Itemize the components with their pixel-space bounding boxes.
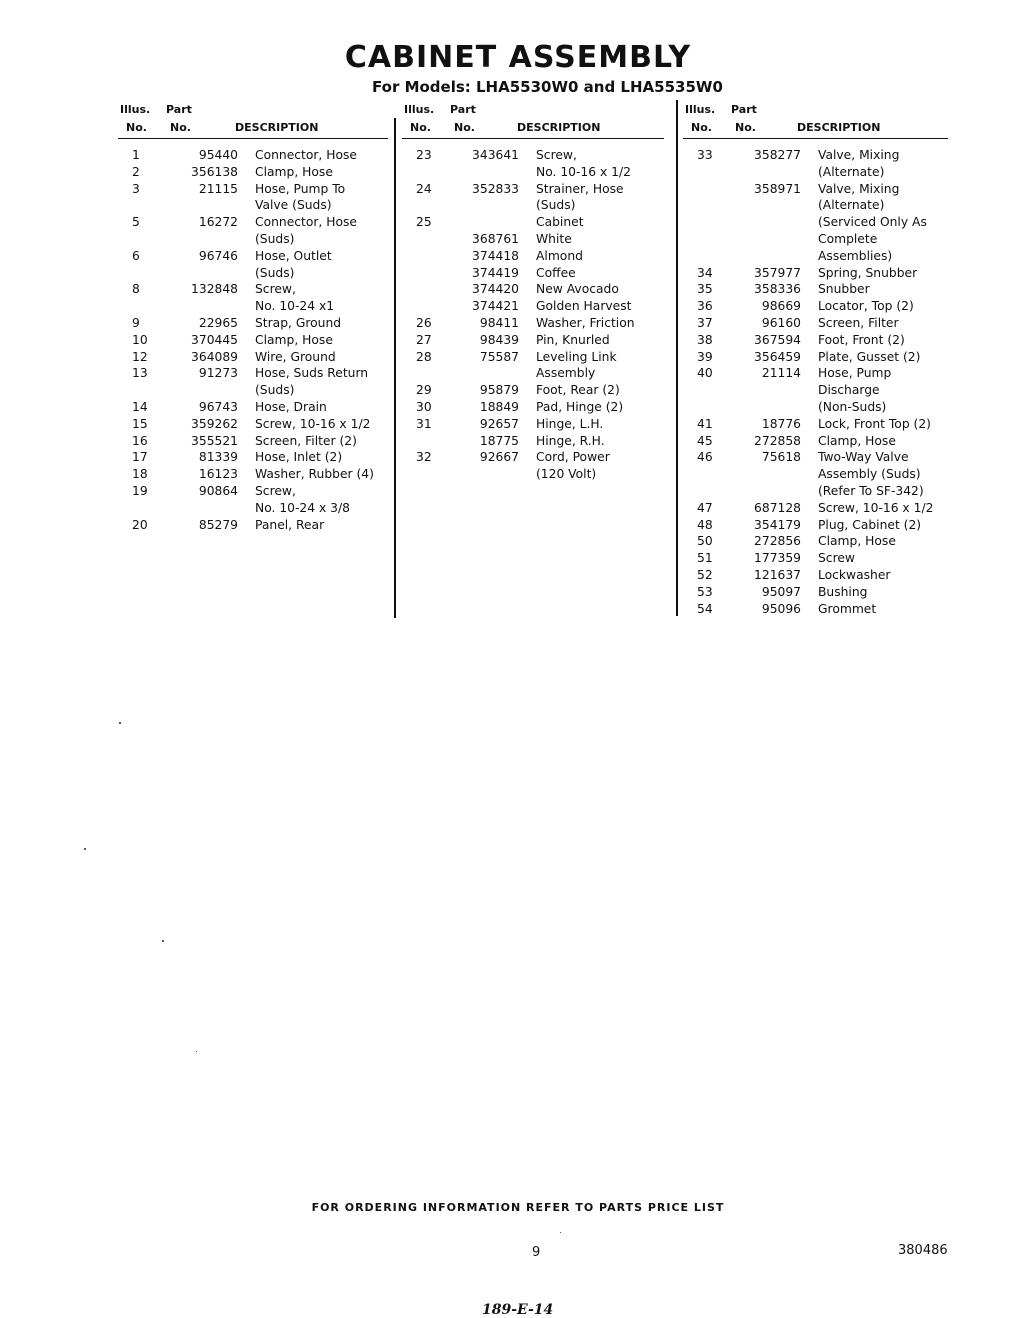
parts-row — [683, 550, 948, 567]
parts-row — [683, 197, 948, 214]
illus-number: 27 — [416, 332, 432, 347]
header-part: Part — [450, 103, 476, 116]
parts-list — [683, 147, 948, 617]
part-description: Coffee — [536, 265, 576, 280]
part-number: 18776 — [761, 416, 801, 431]
part-description: Valve, Mixing — [818, 148, 900, 162]
part-number: 358277 — [754, 148, 801, 162]
parts-row — [683, 265, 948, 282]
part-description: Screw, — [536, 148, 577, 162]
illus-number: 1 — [132, 148, 140, 162]
part-number: 357977 — [754, 265, 801, 280]
part-description: Golden Harvest — [536, 299, 632, 314]
part-description: Snubber — [818, 282, 870, 297]
parts-row — [118, 500, 388, 517]
column-header — [402, 100, 664, 139]
parts-row — [402, 416, 664, 433]
parts-row — [402, 214, 664, 231]
illus-number: 33 — [697, 148, 713, 162]
part-description: (Suds) — [255, 383, 295, 398]
illus-number: 52 — [697, 567, 713, 582]
part-number: 98411 — [479, 315, 519, 330]
parts-row — [683, 382, 948, 399]
parts-row — [118, 483, 388, 500]
parts-row — [118, 147, 388, 164]
parts-row — [118, 248, 388, 265]
part-number: 370445 — [191, 332, 238, 347]
part-description: Hose, Pump — [818, 366, 892, 381]
part-number: 374418 — [472, 248, 519, 263]
illus-number: 45 — [697, 433, 713, 448]
part-number: 18849 — [479, 399, 519, 414]
illus-number: 6 — [132, 248, 140, 263]
part-description: Discharge — [818, 383, 880, 398]
part-description: (Non-Suds) — [818, 399, 887, 414]
parts-row — [683, 164, 948, 181]
part-description: Two-Way Valve — [818, 450, 909, 465]
parts-row — [402, 164, 664, 181]
parts-row — [683, 466, 948, 483]
header-illus: Illus. — [120, 103, 151, 116]
parts-row — [402, 449, 664, 466]
part-description: Connector, Hose — [255, 215, 357, 230]
illus-number: 8 — [132, 282, 140, 297]
parts-row — [402, 298, 664, 315]
scan-speck — [119, 722, 121, 724]
scan-speck — [84, 848, 86, 850]
parts-row — [683, 533, 948, 550]
parts-row — [402, 382, 664, 399]
part-description: Assembly (Suds) — [818, 467, 921, 482]
illus-number: 36 — [697, 299, 713, 314]
parts-row — [683, 517, 948, 534]
illus-number: 28 — [416, 349, 432, 364]
header-part-no: No. — [454, 121, 475, 134]
illus-number: 23 — [416, 148, 432, 162]
part-number: 368761 — [472, 231, 519, 246]
illus-number: 50 — [697, 534, 713, 549]
part-description: Clamp, Hose — [255, 332, 333, 347]
parts-row — [118, 349, 388, 366]
part-number: 22965 — [198, 315, 238, 330]
illus-number: 20 — [132, 517, 148, 532]
parts-column-1 — [118, 100, 388, 533]
parts-row — [683, 315, 948, 332]
part-number: 355521 — [191, 433, 238, 448]
parts-row — [118, 298, 388, 315]
part-description: Screw, — [255, 282, 296, 297]
illus-number: 31 — [416, 416, 432, 431]
illus-number: 29 — [416, 383, 432, 398]
part-description: Pad, Hinge (2) — [536, 399, 624, 414]
scan-speck — [162, 940, 164, 942]
part-number: 359262 — [191, 416, 238, 431]
parts-row — [402, 315, 664, 332]
illus-number: 54 — [697, 601, 713, 616]
illus-number: 24 — [416, 181, 432, 196]
illus-number: 53 — [697, 584, 713, 599]
part-description: Screen, Filter (2) — [255, 433, 357, 448]
part-description: Cord, Power — [536, 450, 610, 465]
part-description: White — [536, 231, 572, 246]
scan-speck — [560, 1232, 561, 1233]
part-number: 98439 — [479, 332, 519, 347]
part-number: 92657 — [479, 416, 519, 431]
parts-row — [118, 466, 388, 483]
part-number: 272856 — [754, 534, 801, 549]
document-number: 380486 — [898, 1243, 948, 1258]
parts-row — [683, 449, 948, 466]
parts-row — [683, 567, 948, 584]
column-divider — [676, 100, 678, 616]
header-illus: Illus. — [685, 103, 716, 116]
illus-number: 34 — [697, 265, 713, 280]
parts-row — [683, 332, 948, 349]
illus-number: 12 — [132, 349, 148, 364]
illus-number: 48 — [697, 517, 713, 532]
part-number: 352833 — [472, 181, 519, 196]
part-number: 75587 — [479, 349, 519, 364]
part-description: Hose, Inlet (2) — [255, 450, 343, 465]
part-number: 374420 — [472, 282, 519, 297]
part-number: 75618 — [761, 450, 801, 465]
part-number: 81339 — [198, 450, 238, 465]
part-description: Screw, 10-16 x 1/2 — [255, 416, 371, 431]
illus-number: 19 — [132, 483, 148, 498]
illus-number: 13 — [132, 366, 148, 381]
illus-number: 37 — [697, 315, 713, 330]
parts-row — [402, 248, 664, 265]
parts-row — [402, 231, 664, 248]
part-description: Wire, Ground — [255, 349, 336, 364]
parts-row — [402, 466, 664, 483]
column-divider — [394, 118, 396, 618]
part-description: Panel, Rear — [255, 517, 325, 532]
part-description: No. 10-24 x 3/8 — [255, 500, 350, 515]
part-description: Clamp, Hose — [818, 433, 896, 448]
parts-column-3 — [683, 100, 948, 617]
part-description: Hinge, R.H. — [536, 433, 605, 448]
part-description: Leveling Link — [536, 349, 617, 364]
part-number: 16272 — [198, 215, 238, 230]
part-description: Almond — [536, 248, 583, 263]
illus-number: 26 — [416, 315, 432, 330]
header-part-no: No. — [170, 121, 191, 134]
part-description: Screw, — [255, 483, 296, 498]
illus-number: 15 — [132, 416, 148, 431]
part-number: 96743 — [198, 399, 238, 414]
parts-row — [683, 349, 948, 366]
part-description: (Suds) — [255, 265, 295, 280]
parts-row — [402, 181, 664, 198]
illus-number: 25 — [416, 215, 432, 230]
part-description: Hinge, L.H. — [536, 416, 604, 431]
parts-row — [683, 399, 948, 416]
parts-row — [683, 147, 948, 164]
header-illus: Illus. — [404, 103, 435, 116]
part-description: Clamp, Hose — [818, 534, 896, 549]
parts-list — [118, 147, 388, 533]
part-description: (120 Volt) — [536, 467, 597, 482]
illus-number: 10 — [132, 332, 148, 347]
parts-row — [402, 365, 664, 382]
parts-row — [683, 601, 948, 618]
parts-row — [118, 231, 388, 248]
parts-row — [118, 164, 388, 181]
part-number: 356459 — [754, 349, 801, 364]
illus-number: 46 — [697, 450, 713, 465]
parts-row — [683, 281, 948, 298]
scan-speck — [196, 1051, 197, 1052]
parts-row — [118, 517, 388, 534]
illus-number: 9 — [132, 315, 140, 330]
illus-number: 17 — [132, 450, 148, 465]
parts-list — [402, 147, 664, 483]
column-header — [118, 100, 388, 139]
page-number: 9 — [532, 1245, 541, 1260]
part-description: No. 10-16 x 1/2 — [536, 164, 631, 179]
part-description: (Suds) — [255, 231, 295, 246]
header-part: Part — [166, 103, 192, 116]
parts-row — [683, 248, 948, 265]
part-description: Plate, Gusset (2) — [818, 349, 921, 364]
part-description: Valve, Mixing — [818, 181, 900, 196]
part-number: 95097 — [761, 584, 801, 599]
parts-row — [683, 483, 948, 500]
part-description: New Avocado — [536, 282, 619, 297]
part-number: 121637 — [754, 567, 801, 582]
part-number: 358971 — [754, 181, 801, 196]
part-description: (Refer To SF-342) — [818, 483, 924, 498]
column-header — [683, 100, 948, 139]
part-number: 92667 — [479, 450, 519, 465]
header-part-no: No. — [735, 121, 756, 134]
parts-row — [118, 181, 388, 198]
illus-number: 40 — [697, 366, 713, 381]
parts-row — [118, 416, 388, 433]
parts-row — [118, 197, 388, 214]
parts-row — [118, 214, 388, 231]
part-description: Bushing — [818, 584, 868, 599]
header-description: DESCRIPTION — [235, 121, 319, 134]
part-number: 132848 — [191, 282, 238, 297]
part-number: 364089 — [191, 349, 238, 364]
part-number: 96746 — [198, 248, 238, 263]
header-illus-no: No. — [410, 121, 431, 134]
illus-number: 3 — [132, 181, 140, 196]
part-number: 95096 — [761, 601, 801, 616]
part-description: Connector, Hose — [255, 148, 357, 162]
part-description: Hose, Suds Return — [255, 366, 369, 381]
parts-row — [118, 332, 388, 349]
part-description: Complete — [818, 231, 878, 246]
part-number: 16123 — [198, 467, 238, 482]
part-number: 367594 — [754, 332, 801, 347]
parts-row — [683, 214, 948, 231]
part-number: 343641 — [472, 148, 519, 162]
part-description: Screw — [818, 551, 855, 566]
parts-row — [402, 265, 664, 282]
illus-number: 30 — [416, 399, 432, 414]
parts-row — [402, 197, 664, 214]
part-number: 21115 — [198, 181, 238, 196]
part-description: No. 10-24 x1 — [255, 299, 335, 314]
part-number: 354179 — [754, 517, 801, 532]
handwritten-note: 189-E-14 — [482, 1302, 554, 1318]
part-number: 90864 — [198, 483, 238, 498]
header-illus-no: No. — [126, 121, 147, 134]
part-description: Grommet — [818, 601, 877, 616]
part-description: Hose, Pump To — [255, 181, 346, 196]
illus-number: 39 — [697, 349, 713, 364]
parts-row — [118, 399, 388, 416]
models-subtitle: For Models: LHA5530W0 and LHA5535W0 — [372, 78, 723, 96]
part-description: (Serviced Only As — [818, 215, 927, 230]
part-description: (Alternate) — [818, 164, 885, 179]
parts-row — [683, 584, 948, 601]
parts-row — [683, 433, 948, 450]
part-description: Foot, Rear (2) — [536, 383, 620, 398]
parts-row — [402, 332, 664, 349]
part-description: Washer, Friction — [536, 315, 635, 330]
part-description: Screw, 10-16 x 1/2 — [818, 500, 934, 515]
part-description: Strap, Ground — [255, 315, 342, 330]
parts-row — [118, 433, 388, 450]
parts-row — [683, 365, 948, 382]
illus-number: 47 — [697, 500, 713, 515]
part-number: 358336 — [754, 282, 801, 297]
part-number: 21114 — [761, 366, 801, 381]
parts-row — [402, 147, 664, 164]
part-number: 356138 — [191, 164, 238, 179]
part-description: Spring, Snubber — [818, 265, 918, 280]
parts-row — [118, 281, 388, 298]
page-title: CABINET ASSEMBLY — [344, 40, 692, 75]
illus-number: 35 — [697, 282, 713, 297]
illus-number: 2 — [132, 164, 140, 179]
header-description: DESCRIPTION — [517, 121, 601, 134]
part-description: Lockwasher — [818, 567, 891, 582]
parts-row — [683, 231, 948, 248]
illus-number: 32 — [416, 450, 432, 465]
header-part: Part — [731, 103, 757, 116]
part-number: 98669 — [761, 299, 801, 314]
part-description: (Suds) — [536, 198, 576, 213]
illus-number: 14 — [132, 399, 148, 414]
part-number: 85279 — [198, 517, 238, 532]
parts-row — [402, 349, 664, 366]
illus-number: 51 — [697, 551, 713, 566]
parts-row — [683, 500, 948, 517]
part-description: Locator, Top (2) — [818, 299, 914, 314]
parts-row — [402, 433, 664, 450]
parts-row — [402, 281, 664, 298]
parts-row — [118, 365, 388, 382]
part-description: Screen, Filter — [818, 315, 899, 330]
part-description: Plug, Cabinet (2) — [818, 517, 922, 532]
part-description: Cabinet — [536, 215, 584, 230]
part-number: 95440 — [198, 148, 238, 162]
parts-row — [118, 382, 388, 399]
part-number: 18775 — [479, 433, 519, 448]
header-illus-no: No. — [691, 121, 712, 134]
part-description: Lock, Front Top (2) — [818, 416, 931, 431]
part-description: Hose, Drain — [255, 399, 327, 414]
part-number: 177359 — [754, 551, 801, 566]
illus-number: 16 — [132, 433, 148, 448]
part-description: (Alternate) — [818, 198, 885, 213]
parts-row — [402, 399, 664, 416]
header-description: DESCRIPTION — [797, 121, 881, 134]
parts-row — [683, 181, 948, 198]
illus-number: 41 — [697, 416, 713, 431]
part-number: 96160 — [761, 315, 801, 330]
part-number: 687128 — [754, 500, 801, 515]
part-description: Foot, Front (2) — [818, 332, 905, 347]
illus-number: 5 — [132, 215, 140, 230]
part-description: Hose, Outlet — [255, 248, 332, 263]
part-number: 91273 — [198, 366, 238, 381]
parts-column-2 — [402, 100, 664, 483]
part-description: Pin, Knurled — [536, 332, 610, 347]
illus-number: 38 — [697, 332, 713, 347]
part-number: 272858 — [754, 433, 801, 448]
part-description: Valve (Suds) — [255, 198, 332, 213]
part-description: Assembly — [536, 366, 596, 381]
part-number: 374419 — [472, 265, 519, 280]
parts-row — [683, 298, 948, 315]
part-description: Strainer, Hose — [536, 181, 624, 196]
ordering-note: FOR ORDERING INFORMATION REFER TO PARTS PRICE LIST — [311, 1201, 725, 1214]
part-description: Washer, Rubber (4) — [255, 467, 374, 482]
parts-row — [683, 416, 948, 433]
part-number: 95879 — [479, 383, 519, 398]
parts-row — [118, 265, 388, 282]
part-description: Assemblies) — [818, 248, 893, 263]
illus-number: 18 — [132, 467, 148, 482]
part-number: 374421 — [472, 299, 519, 314]
part-description: Clamp, Hose — [255, 164, 333, 179]
parts-row — [118, 449, 388, 466]
parts-row — [118, 315, 388, 332]
